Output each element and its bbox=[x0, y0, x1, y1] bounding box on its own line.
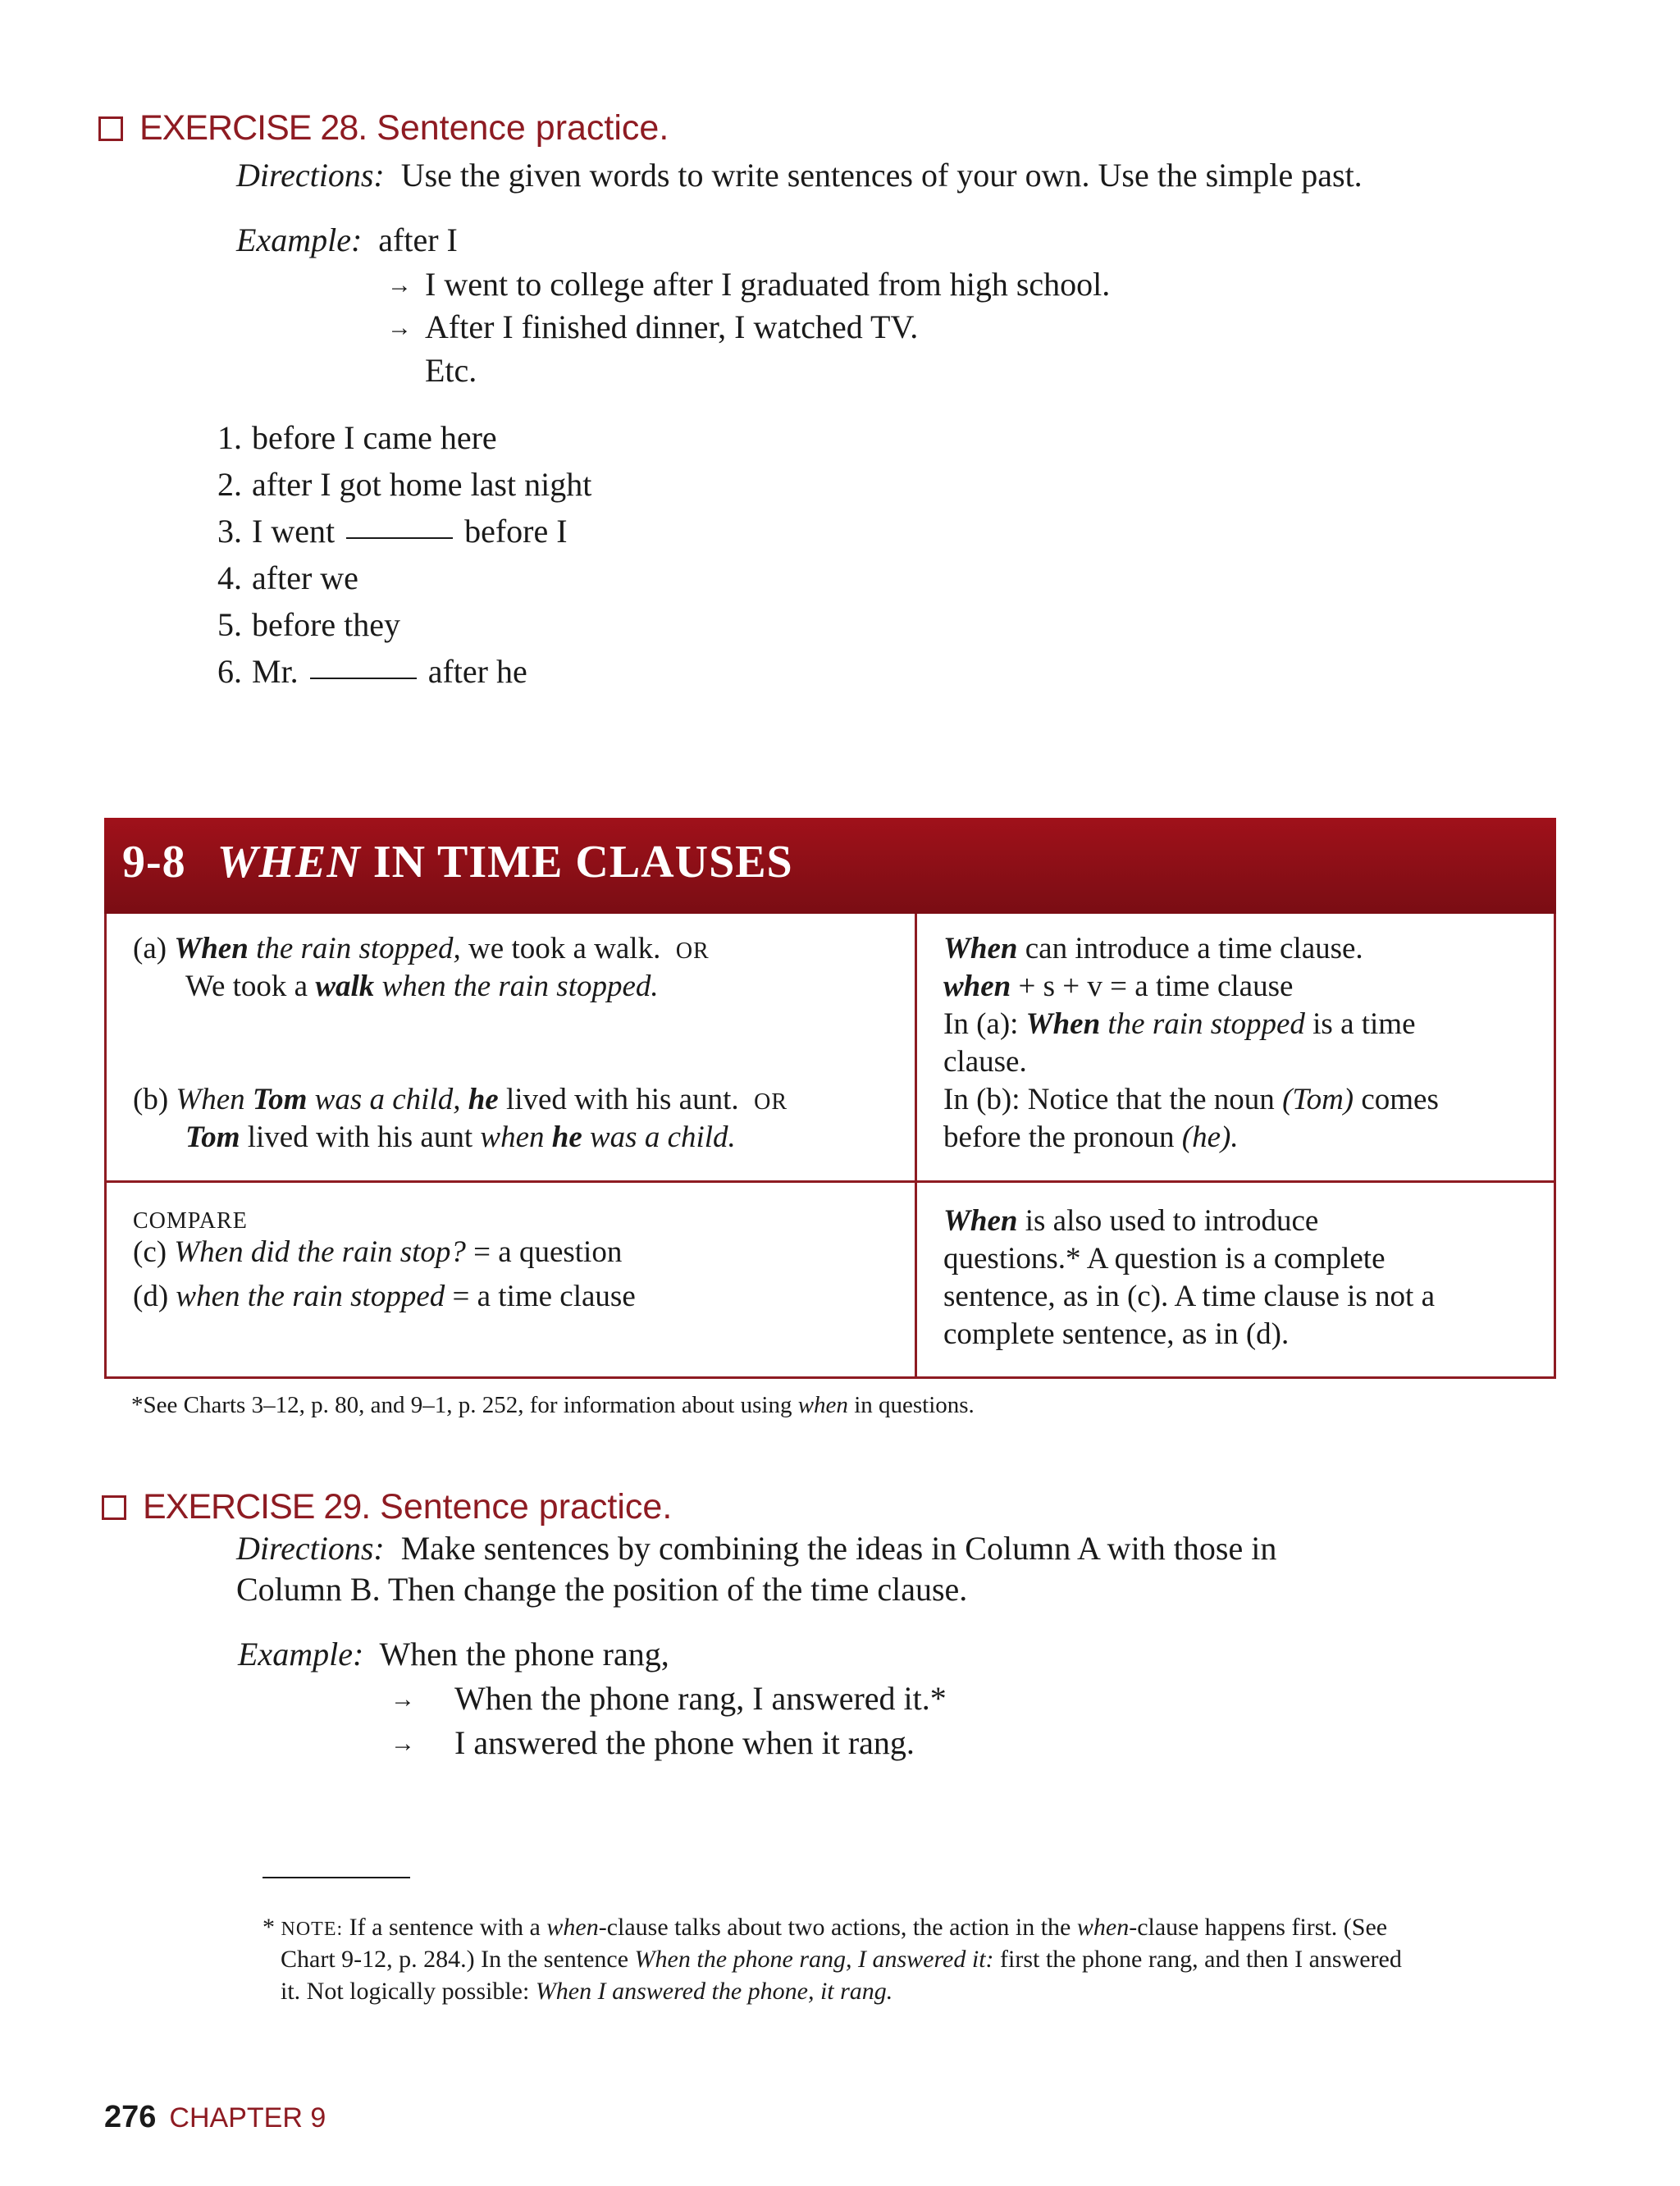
chart-title-bar bbox=[104, 818, 1556, 914]
footnote-line3: it. Not logically possible: When I answered the phone, it rang. bbox=[281, 1978, 893, 2005]
divider bbox=[915, 914, 917, 1376]
explanation-line: In (a): When the rain stopped is a time bbox=[943, 1007, 1416, 1041]
explanation-line: questions.* A question is a complete bbox=[943, 1242, 1386, 1276]
exercise-checkbox[interactable] bbox=[102, 1495, 126, 1520]
explanation-line: In (b): Notice that the noun (Tom) comes bbox=[943, 1083, 1439, 1116]
explanation-line: before the pronoun (he). bbox=[943, 1120, 1239, 1154]
list-item: 1. before I came here bbox=[217, 419, 497, 456]
exercise-title: Sentence practice. bbox=[380, 1487, 673, 1527]
exercise-28-heading bbox=[98, 108, 669, 148]
list-item: 4. after we bbox=[217, 559, 358, 596]
divider bbox=[107, 1180, 1554, 1183]
chart-grid bbox=[104, 914, 1556, 1379]
example-label: Example: bbox=[236, 221, 363, 258]
page-footer bbox=[104, 2100, 326, 2135]
example-line bbox=[236, 220, 458, 261]
exercise-29-directions-cont: Column B. Then change the position of the time clause. bbox=[236, 1571, 968, 1608]
exercise-28-directions bbox=[236, 155, 1363, 196]
example-a-line2: We took a walk when the rain stopped. bbox=[185, 970, 659, 1003]
grammar-chart-9-8 bbox=[104, 818, 1556, 1379]
example-prompt: after I bbox=[378, 221, 458, 258]
exercise-29-heading bbox=[102, 1487, 672, 1527]
answer-blank[interactable] bbox=[346, 537, 453, 539]
arrow-icon: → bbox=[387, 314, 412, 341]
page-number: 276 bbox=[104, 2100, 157, 2134]
directions-text: Use the given words to write sentences of your own. Use the simple past. bbox=[400, 157, 1363, 194]
footnote-line1: * NOTE: If a sentence with a when-clause talks about two actions, the action in the when-clause happens first. (See bbox=[262, 1914, 1388, 1941]
exercise-29-directions: Directions: Make sentences by combining the ideas in Column A with those in bbox=[236, 1530, 1277, 1567]
example-line bbox=[238, 1634, 669, 1675]
example-b-line1: (b) When Tom was a child, he lived with his aunt. OR bbox=[133, 1083, 788, 1116]
explanation-line: clause. bbox=[943, 1045, 1027, 1079]
exercise-checkbox[interactable] bbox=[98, 116, 123, 141]
arrow-icon: → bbox=[387, 272, 412, 299]
exercise-number: EXERCISE 28. bbox=[139, 108, 368, 148]
explanation-line: when + s + v = a time clause bbox=[943, 970, 1294, 1003]
footnote-rule bbox=[262, 1877, 410, 1878]
example-answer: → I answered the phone when it rang. bbox=[390, 1723, 915, 1764]
explanation-line: When can introduce a time clause. bbox=[943, 932, 1363, 965]
arrow-icon: → bbox=[390, 1730, 415, 1757]
answer-blank[interactable] bbox=[310, 678, 417, 679]
list-item: 2. after I got home last night bbox=[217, 466, 592, 503]
directions-label: Directions: bbox=[236, 157, 385, 194]
footnote-line2: Chart 9-12, p. 284.) In the sentence When the phone rang, I answered it: first the phone rang, and then I answered bbox=[281, 1946, 1402, 1973]
chapter-label: CHAPTER 9 bbox=[169, 2102, 326, 2134]
example-prompt: When the phone rang, bbox=[379, 1636, 669, 1673]
directions-label: Directions: bbox=[236, 1530, 385, 1567]
explanation-line: complete sentence, as in (d). bbox=[943, 1317, 1290, 1351]
arrow-icon: → bbox=[390, 1686, 415, 1713]
example-b-line2: Tom lived with his aunt when he was a child. bbox=[185, 1120, 736, 1154]
example-a-line1: (a) When the rain stopped, we took a walk. OR bbox=[133, 932, 710, 965]
example-answer: → After I finished dinner, I watched TV. bbox=[387, 307, 918, 349]
compare-label: COMPARE bbox=[133, 1208, 248, 1234]
example-etc: Etc. bbox=[425, 352, 477, 389]
example-c: (c) When did the rain stop? = a question bbox=[133, 1235, 623, 1269]
list-item: 3. I went before I bbox=[217, 513, 568, 550]
example-d: (d) when the rain stopped = a time clause bbox=[133, 1280, 636, 1313]
list-item: 6. Mr. after he bbox=[217, 653, 527, 690]
chart-footnote: *See Charts 3–12, p. 80, and 9–1, p. 252, for information about using when in questions. bbox=[131, 1392, 975, 1418]
explanation-line: When is also used to introduce bbox=[943, 1204, 1319, 1238]
list-item: 5. before they bbox=[217, 606, 401, 643]
explanation-line: sentence, as in (c). A time clause is not a bbox=[943, 1280, 1436, 1313]
example-answer: → I went to college after I graduated from high school. bbox=[387, 264, 1110, 306]
chart-title: 9-8 WHEN IN TIME CLAUSES bbox=[122, 837, 793, 888]
exercise-number: EXERCISE 29. bbox=[143, 1487, 371, 1527]
example-answer: → When the phone rang, I answered it.* bbox=[390, 1678, 947, 1720]
exercise-title: Sentence practice. bbox=[377, 108, 669, 148]
example-label: Example: bbox=[238, 1636, 364, 1673]
